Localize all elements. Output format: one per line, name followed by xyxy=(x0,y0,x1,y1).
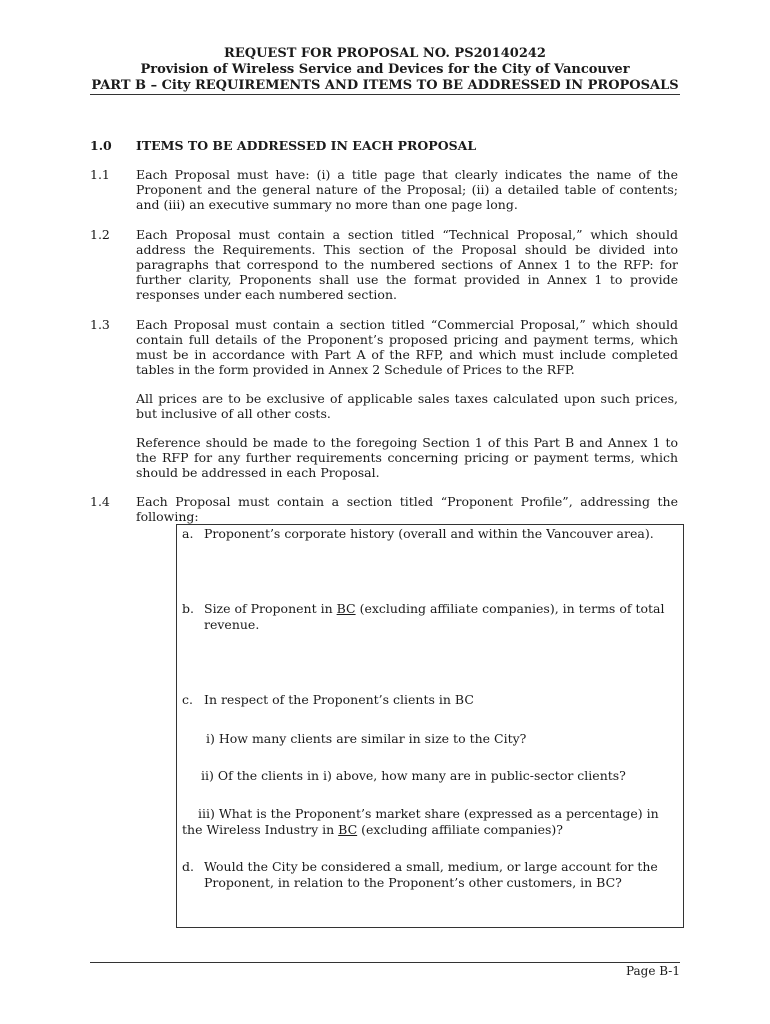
item-text: Each Proposal must contain a section titled “Technical Proposal,” which should address the Requirements. This section of the Proposal should be divided into paragraphs that correspond to the numbered sections of Annex 1 to the RFP: for further clarity, Proponents shall use the format provided in Annex 1 to provide responses under each numbered section. xyxy=(136,227,678,302)
profile-item-c-iii: iii) What is the Proponent’s market share (expressed as a percentage) in xyxy=(198,806,659,821)
item-label: a. xyxy=(182,526,194,541)
page-number: Page B-1 xyxy=(625,964,680,978)
item-text: Size of Proponent in BC (excluding affiliate companies), in terms of total revenue. xyxy=(204,601,665,632)
item-number: 1.1 xyxy=(90,167,110,182)
header-divider xyxy=(90,94,680,95)
header-rfp-number: REQUEST FOR PROPOSAL NO. PS20140242 xyxy=(224,46,546,61)
profile-item-c-i: i) How many clients are similar in size to the City? xyxy=(206,731,527,746)
item-text: Would the City be considered a small, medium, or large account for the Proponent, in relation to the Proponent’s other customers, in BC? xyxy=(204,859,658,890)
item-text: All prices are to be exclusive of applicable sales taxes calculated upon such prices, but inclusive of all other costs. xyxy=(136,391,678,421)
item-text: Reference should be made to the foregoing Section 1 of this Part B and Annex 1 to the RFP for any further requirements concerning pricing or payment terms, which should be addressed in each Proposal. xyxy=(136,435,678,480)
bc-underlined: BC xyxy=(338,822,358,837)
header-part: PART B – City REQUIREMENTS AND ITEMS TO BE ADDRESSED IN PROPOSALS xyxy=(91,78,679,93)
item-label: b. xyxy=(182,601,194,616)
profile-item-c-ii: ii) Of the clients in i) above, how many are in public-sector clients? xyxy=(201,768,626,783)
item-label: d. xyxy=(182,859,194,874)
profile-item-c-iii-cont: the Wireless Industry in BC (excluding affiliate companies)? xyxy=(182,822,563,837)
item-text: Proponent’s corporate history (overall and within the Vancouver area). xyxy=(204,526,654,541)
section-number: 1.0 xyxy=(90,138,112,153)
document-header xyxy=(90,46,680,94)
item-number: 1.2 xyxy=(90,227,110,242)
footer-divider xyxy=(90,962,680,963)
item-label: c. xyxy=(182,692,193,707)
item-text: Each Proposal must have: (i) a title page that clearly indicates the name of the Proponent and the general nature of the Proposal; (ii) a detailed table of contents; and (iii) an executive summary no more than one page long. xyxy=(136,167,678,212)
header-title: Provision of Wireless Service and Devices for the City of Vancouver xyxy=(140,62,630,77)
section-title: ITEMS TO BE ADDRESSED IN EACH PROPOSAL xyxy=(136,138,477,153)
item-number: 1.4 xyxy=(90,494,110,509)
proponent-profile-box xyxy=(176,524,684,928)
item-text: In respect of the Proponent’s clients in BC xyxy=(204,692,474,707)
bc-underlined: BC xyxy=(336,601,356,616)
item-number: 1.3 xyxy=(90,317,110,332)
item-text: Each Proposal must contain a section titled “Proponent Profile”, addressing the following: xyxy=(136,494,678,524)
item-text: Each Proposal must contain a section titled “Commercial Proposal,” which should contain full details of the Proponent’s proposed pricing and payment terms, which must be in accordance with Part A of the RFP, and which must include completed tables in the form provided in Annex 2 Schedule of Prices to the RFP. xyxy=(136,317,678,377)
